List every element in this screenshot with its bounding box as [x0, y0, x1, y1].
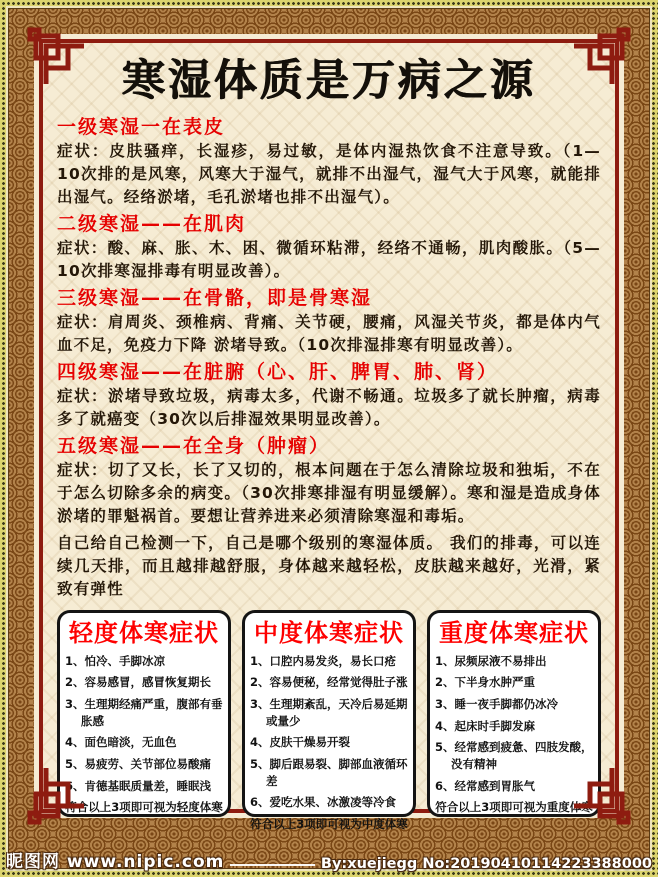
symptom-boxes: [57, 610, 601, 831]
symptom-box-footer: 符合以上3项即可视为轻度体寒: [65, 800, 223, 815]
symptom-box-moderate: [242, 610, 416, 831]
list-item: 3、生理期经痛严重，腹部有垂胀感: [65, 696, 223, 728]
list-item: 1、怕冷、手脚冰凉: [65, 653, 166, 668]
poster-content: [43, 43, 615, 831]
section-body-level4: 症状：淤堵导致垃圾，病毒太多，代谢不畅通。垃圾多了就长肿瘤，病毒多了就癌变（30次以后排湿效果明显改善）。: [57, 386, 601, 428]
section-heading-level1: 一级寒湿一在表皮: [57, 115, 226, 138]
symptom-box-footer: 符合以上3项即可视为中度体寒: [250, 816, 408, 831]
list-item: 4、皮肤干燥易开裂: [250, 735, 351, 750]
closing-paragraph: 自己给自己检测一下，自己是哪个级别的寒湿体质。 我们的排毒，可以连续几天排，而且越排越舒服，身体越来越轻松，皮肤越来越好，光滑，紧致有弹性: [57, 533, 601, 598]
list-item: 3、睡一夜手脚都仍冰冷: [435, 696, 559, 711]
list-item: 4、面色暗淡，无血色: [65, 735, 177, 750]
list-item: 5、易疲劳、关节部位易酸痛: [65, 756, 212, 771]
symptom-box-footer: 符合以上3项即可视为重度体寒: [435, 800, 593, 815]
red-inner-frame: [39, 39, 619, 831]
list-item: 3、生理期紊乱，天冷后易延期或量少: [250, 696, 408, 728]
chinese-knot-corner-icon: [28, 768, 84, 824]
watermark-bar: [6, 847, 652, 872]
symptom-box-title: 中度体寒症状: [254, 618, 404, 647]
section-body-level2: 症状：酸、麻、胀、木、困、微循环粘滞，经络不通畅，肌肉酸胀。（5—10次排寒湿排毒有明显改善）。: [57, 238, 601, 280]
section-heading-level2: 二级寒湿——在肌肉: [57, 212, 247, 235]
list-item: 6、肯德基眠质量差，睡眠浅: [65, 778, 212, 793]
watermark-author-id: By:xuejiegg No:20190410114223388000: [320, 856, 652, 872]
list-item: 5、脚后跟易裂、脚部血液循环差: [250, 756, 408, 788]
section-body-level3: 症状：肩周炎、颈椎病、背痛、关节硬，腰痛，风湿关节炎，都是体内气血不足，免疫力下降 淤堵导致。（10次排湿排寒有明显改善）。: [57, 312, 601, 354]
symptom-box-title: 轻度体寒症状: [69, 618, 219, 647]
list-item: 4、起床时手脚发麻: [435, 718, 536, 733]
watermark-divider-line: [230, 864, 315, 866]
chinese-knot-corner-icon: [28, 28, 84, 84]
list-item: 2、下半身水肿严重: [435, 675, 536, 690]
chinese-knot-corner-icon: [574, 768, 630, 824]
ornate-border-band: [8, 8, 650, 869]
page-title: 寒湿体质是万病之源: [122, 56, 536, 106]
list-item: 2、容易感冒，感冒恢复期长: [65, 675, 212, 690]
chinese-knot-corner-icon: [574, 28, 630, 84]
section-body-level1: 症状：皮肤骚痒，长湿疹，易过敏，是体内湿热饮食不注意导致。（1—10次排的是风寒，风寒大于湿气，就排不出湿气，湿气大于风寒，就能排出湿气。经络淤堵，毛孔淤堵也排不出湿气）。: [57, 141, 601, 206]
section-heading-level3: 三级寒湿——在骨骼，即是骨寒湿: [57, 286, 373, 309]
list-item: 5、经常感到疲惫、四肢发酸，没有精神: [435, 740, 593, 771]
section-heading-level5: 五级寒湿——在全身（肿瘤）: [57, 434, 331, 457]
list-item: 1、口腔内易发炎，易长口疮: [250, 653, 397, 668]
section-heading-level4: 四级寒湿——在脏腑（心、肝、脾胃、肺、肾）: [57, 360, 499, 383]
list-item: 2、容易便秘，经常觉得肚子涨: [250, 675, 408, 690]
list-item: 6、经常感到胃胀气: [435, 778, 536, 793]
list-item: 1、尿频尿液不易排出: [435, 653, 547, 668]
border-gap: [34, 34, 624, 831]
symptom-box-title: 重度体寒症状: [439, 618, 589, 647]
section-body-level5: 症状：切了又长，长了又切的，根本问题在于怎么清除垃圾和独垢，不在于怎么切除多余的病变。（30次排寒排湿有明显缓解）。寒和湿是造成身体淤堵的罪魁祸首。要想让营养进来必须清除寒湿和毒垢。: [57, 460, 601, 525]
list-item: 6、爱吃水果、冰激凌等冷食: [250, 795, 397, 810]
watermark-site-logo: 昵图网 www.nipic.com: [6, 852, 225, 872]
